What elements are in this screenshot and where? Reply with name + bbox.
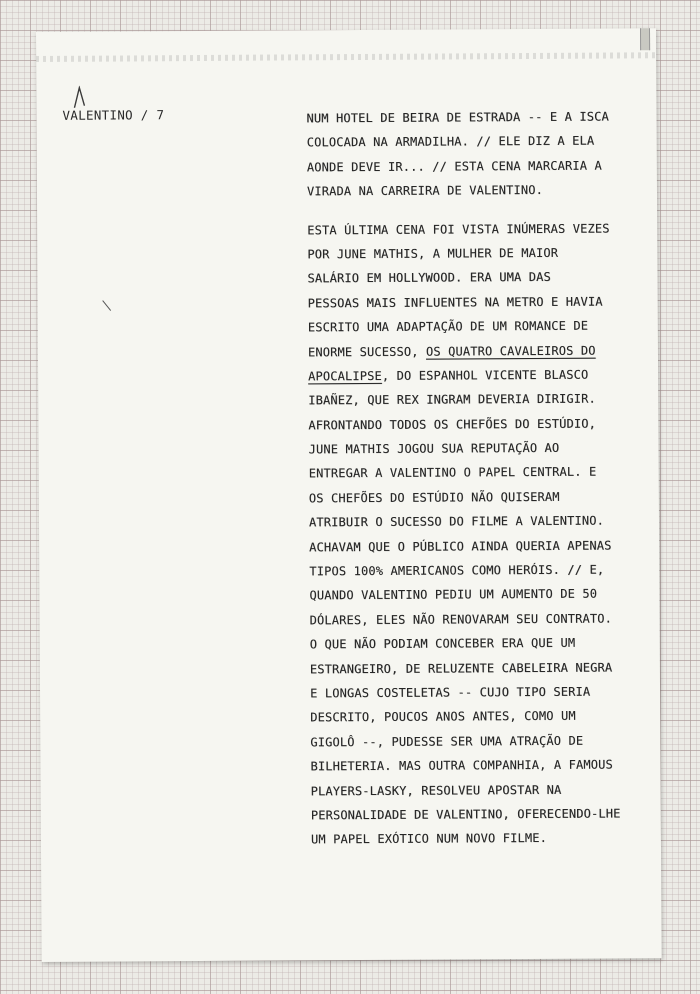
text-line: VIRADA NA CARREIRA DE VALENTINO. (306, 183, 544, 199)
text-line: DESCRITO, POUCOS ANOS ANTES, COMO UM (310, 709, 576, 725)
text-line: AFRONTANDO TODOS OS CHEFÕES DO ESTÚDIO, (308, 416, 597, 433)
text-line-underlined-title: ENORME SUCESSO, OS QUATRO CAVALEIROS DO (307, 343, 596, 359)
pen-tick-mark (102, 300, 112, 312)
text-line: GIGOLÔ --, PUDESSE SER UMA ATRAÇÃO DE (310, 733, 584, 750)
text-line: DÓLARES, ELES NÃO RENOVARAM SEU CONTRATO. (309, 611, 612, 628)
text-line: UM PAPEL EXÓTICO NUM NOVO FILME. (310, 831, 547, 847)
book-title-part-2: APOCALIPSE (308, 368, 382, 384)
page-reference: VALENTINO / 7 (62, 107, 165, 123)
text-line: ATRIBUIR O SUCESSO DO FILME A VALENTINO. (308, 513, 605, 530)
text-line: ESTA ÚLTIMA CENA FOI VISTA INÚMERAS VEZES (307, 221, 610, 237)
text-line: AONDE DEVE IR... // ESTA CENA MARCARIA A (306, 158, 602, 175)
text-line: COLOCADA NA ARMADILHA. // ELE DIZ A ELA (306, 133, 595, 150)
text-line: QUANDO VALENTINO PEDIU UM AUMENTO DE 50 (309, 587, 598, 603)
text-line: E LONGAS COSTELETAS -- CUJO TIPO SERIA (310, 684, 591, 701)
text-line-underlined-title: APOCALIPSE, DO ESPANHOL VICENTE BLASCO (308, 367, 589, 384)
text-line: ACHAVAM QUE O PÚBLICO AINDA QUERIA APENAS (309, 538, 612, 554)
text-line: ESTRANGEIRO, DE RELUZENTE CABELEIRA NEGRA (309, 660, 613, 676)
text-line: O QUE NÃO PODIAM CONCEBER ERA QUE UM (309, 635, 576, 652)
text-line: PLAYERS-LASKY, RESOLVEU APOSTAR NA (310, 782, 562, 798)
binder-clip (640, 28, 650, 50)
text-line: PERSONALIDADE DE VALENTINO, OFERECENDO-LHE (310, 806, 621, 823)
text-line: TIPOS 100% AMERICANOS COMO HERÓIS. // E, (309, 562, 605, 579)
text-line: JUNE MATHIS JOGOU SUA REPUTAÇÃO AO (308, 440, 560, 457)
text-line: PESSOAS MAIS INFLUENTES NA METRO E HAVIA (307, 294, 603, 311)
handwritten-caret-mark (72, 86, 86, 110)
text-line: OS CHEFÕES DO ESTÚDIO NÃO QUISERAM (308, 489, 560, 506)
text-line: NUM HOTEL DE BEIRA DE ESTRADA -- E A ISCA (306, 109, 609, 126)
typed-body-text (306, 104, 651, 852)
text-line: POR JUNE MATHIS, A MULHER DE MAIOR (307, 245, 559, 262)
typewritten-page (36, 28, 662, 962)
text-line: SALÁRIO EM HOLLYWOOD. ERA UMA DAS (307, 270, 551, 286)
paragraph-2 (307, 216, 651, 852)
book-title-part-1: OS QUATRO CAVALEIROS DO (425, 343, 596, 359)
text-line: ENTREGAR A VALENTINO O PAPEL CENTRAL. E (308, 465, 597, 481)
text-line: IBAÑEZ, QUE REX INGRAM DEVERIA DIRIGIR. (308, 391, 596, 408)
text-line: ESCRITO UMA ADAPTAÇÃO DE UM ROMANCE DE (307, 318, 589, 335)
text-line: BILHETERIA. MAS OUTRA COMPANHIA, A FAMOUS (310, 757, 613, 774)
paragraph-1 (306, 104, 647, 204)
